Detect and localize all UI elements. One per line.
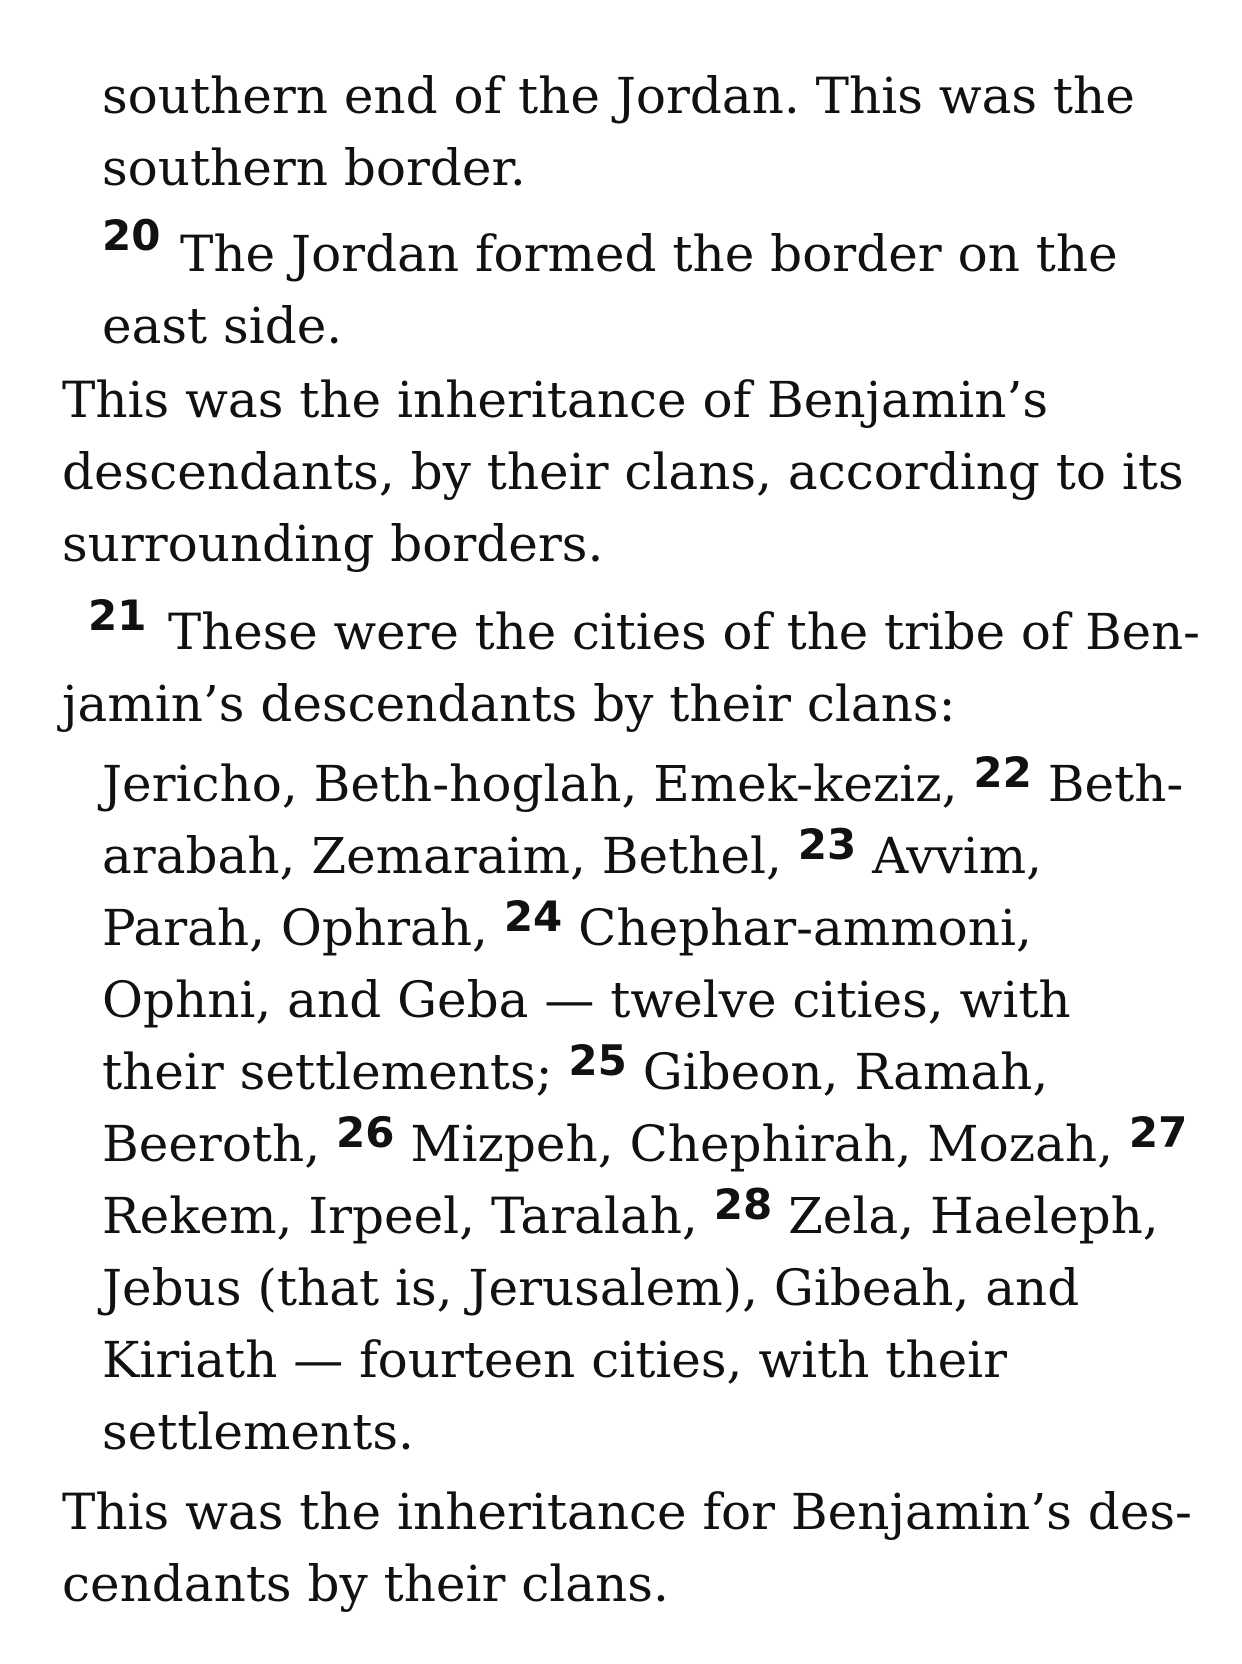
verse-text: Jericho, Beth-hoglah, Emek-keziz, — [102, 755, 974, 813]
text-line — [62, 436, 1184, 508]
verse-text: Ophni, and Geba — twelve cities, with — [102, 971, 1071, 1029]
verse-text: Parah, Ophrah, — [102, 899, 504, 957]
verse-text: southern end of the Jordan. This was the — [102, 67, 1135, 125]
text-line — [102, 820, 1042, 892]
text-line — [102, 1396, 414, 1468]
verse-text: These were the cities of the tribe of Ben- — [168, 603, 1200, 661]
text-line — [102, 1108, 1187, 1180]
verse-number-22: 22 — [973, 748, 1032, 797]
verse-text: surrounding borders. — [62, 515, 604, 573]
verse-text: Gibeon, Ramah, — [626, 1043, 1049, 1101]
text-line — [62, 1476, 1192, 1548]
verse-number-21: 21 — [88, 591, 147, 640]
verse-text: Chephar-ammoni, — [562, 899, 1032, 957]
text-line — [102, 1324, 1007, 1396]
verse-text: jamin’s descendants by their clans: — [62, 675, 956, 733]
verse-text: This was the inheritance for Benjamin’s des- — [62, 1483, 1192, 1541]
verse-text: arabah, Zemaraim, Bethel, — [102, 827, 798, 885]
text-line — [180, 218, 1118, 290]
verse-text: settlements. — [102, 1403, 414, 1461]
text-line — [62, 668, 955, 740]
verse-text: east side. — [102, 297, 343, 355]
verse-text: Beth- — [1031, 755, 1184, 813]
verse-number-24: 24 — [503, 892, 563, 941]
text-line — [102, 1252, 1079, 1324]
verse-text: Mizpeh, Chephirah, Mozah, — [394, 1115, 1129, 1173]
verse-number-27: 27 — [1128, 1108, 1188, 1157]
verse-text: cendants by their clans. — [62, 1555, 669, 1613]
verse-text: their settlements; — [102, 1043, 569, 1101]
text-line — [168, 596, 1200, 668]
text-line — [102, 892, 1032, 964]
text-line — [62, 1548, 669, 1620]
verse-text: Zela, Haeleph, — [772, 1187, 1159, 1245]
verse-text: Jebus (that is, Jerusalem), Gibeah, and — [102, 1259, 1080, 1317]
verse-number-23: 23 — [797, 820, 857, 869]
text-line — [102, 132, 526, 204]
verse-text: Beeroth, — [102, 1115, 337, 1173]
verse-number-25: 25 — [568, 1036, 627, 1085]
text-line — [102, 748, 1183, 820]
text-line — [102, 1036, 1048, 1108]
verse-text: Kiriath — fourteen cities, with their — [102, 1331, 1008, 1389]
text-line — [102, 964, 1071, 1036]
verse-text: southern border. — [102, 139, 526, 197]
text-line — [102, 1180, 1159, 1252]
verse-text: Avvim, — [856, 827, 1043, 885]
verse-text: The Jordan formed the border on the — [180, 225, 1118, 283]
text-line — [62, 364, 1048, 436]
verse-text: Rekem, Irpeel, Taralah, — [102, 1187, 714, 1245]
verse-text: descendants, by their clans, according to its — [62, 443, 1184, 501]
verse-number-26: 26 — [336, 1108, 395, 1157]
verse-number-20: 20 — [102, 211, 161, 260]
verse-number-28: 28 — [713, 1180, 773, 1229]
text-line — [102, 290, 342, 362]
verse-text: This was the inheritance of Benjamin’s — [62, 371, 1049, 429]
text-line — [102, 60, 1135, 132]
text-line — [62, 508, 603, 580]
